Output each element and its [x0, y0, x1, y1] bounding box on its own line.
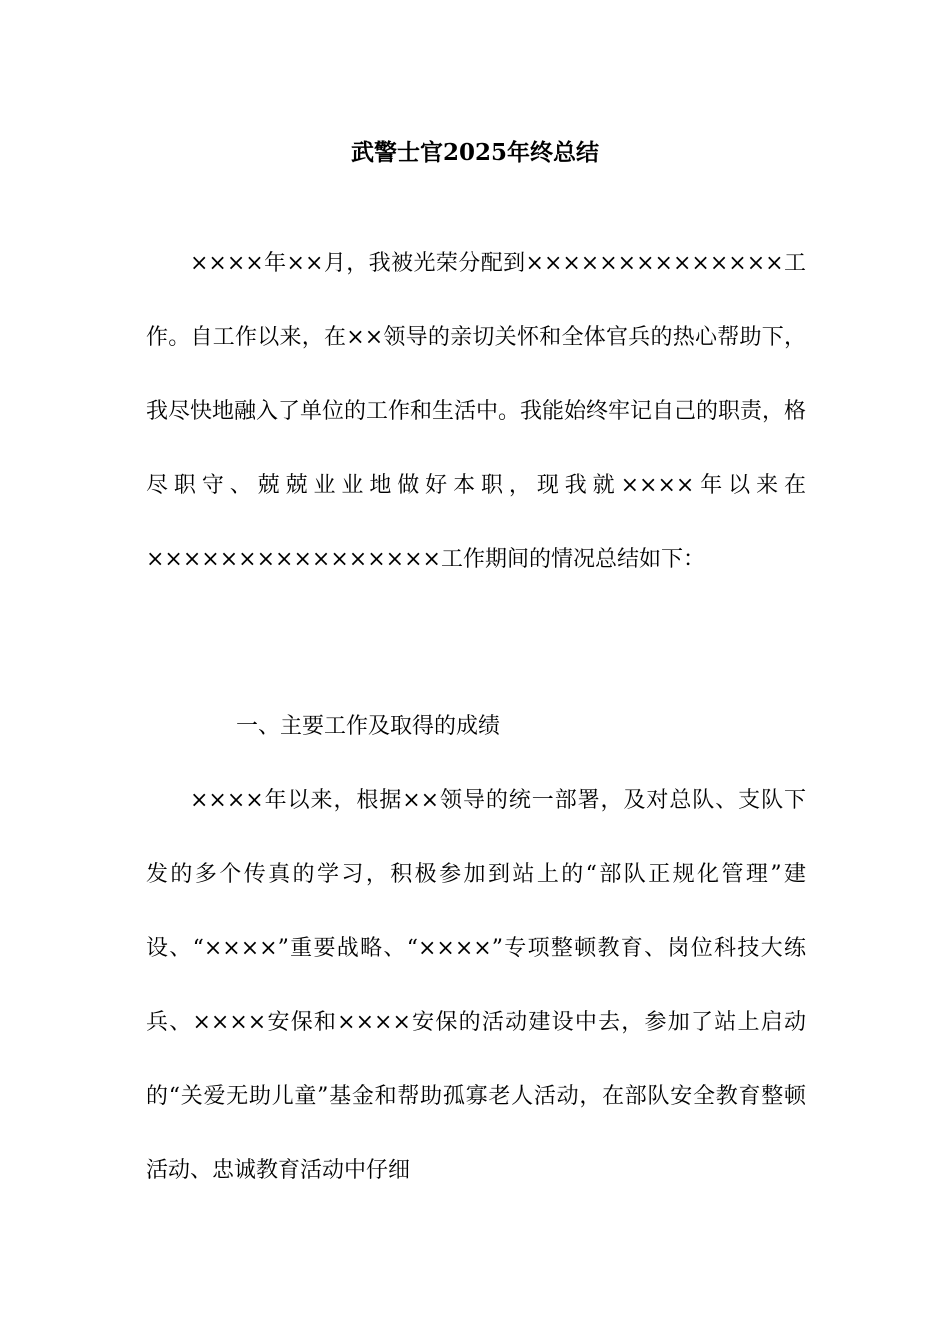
section-heading-main-work: 一、主要工作及取得的成绩 — [236, 714, 501, 739]
paragraph-main-work: ××××年以来，根据××领导的统一部署，及对总队、支队下发的多个传真的学习，积极参加到站上的“部队正规化管理”建设、“××××”重要战略、“××××”专项整顿教育、岗位科技大练兵、××××安保和××××安保的活动建设中去，参加了站上启动的“关爱无助儿童”基金和帮助孤寡老人活动，在部队安全教育整顿活动、忠诚教育活动中仔细 — [146, 788, 806, 1183]
body-block-intro — [146, 227, 806, 597]
document-title: 武警士官2025年终总结 — [350, 139, 599, 166]
paragraph-intro: ××××年××月，我被光荣分配到××××××××××××××工作。自工作以来，在××领导的亲切关怀和全体官兵的热心帮助下，我尽快地融入了单位的工作和生活中。我能始终牢记自己的职责，格尽职守、兢兢业业地做好本职，现我就××××年以来在××××××××××××××××工作期间的情况总结如下： — [146, 251, 807, 572]
body-block-section-1 — [146, 690, 806, 1208]
